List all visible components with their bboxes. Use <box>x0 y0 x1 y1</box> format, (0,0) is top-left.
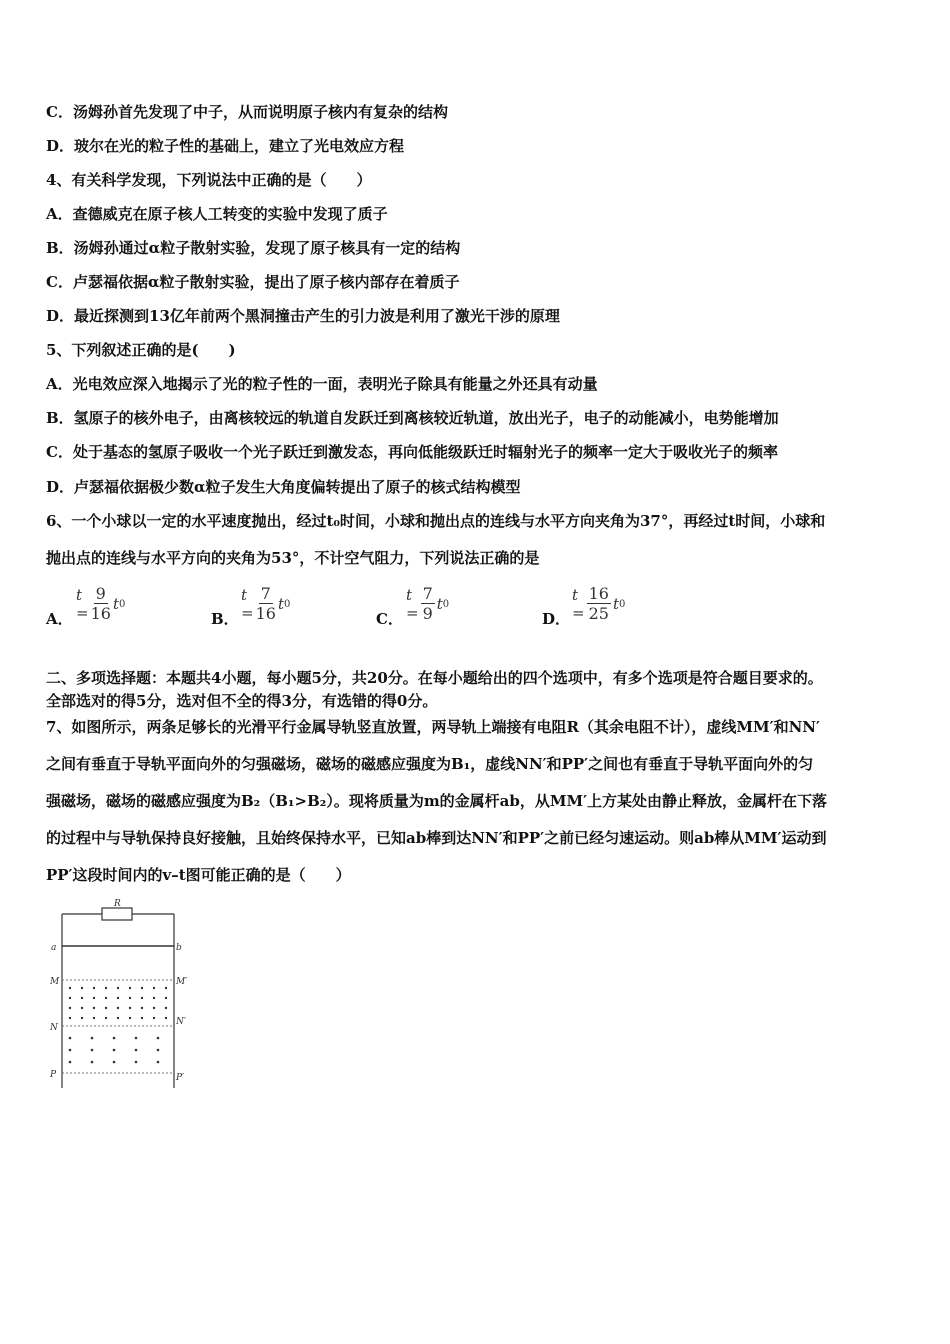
q7-stem-line4: 的过程中与导轨保持良好接触，且始终保持水平，已知ab棒到达NN′和PP′之前已经匀速运动。则ab棒从MM′运动到 <box>46 829 827 847</box>
q6-stem-line2: 抛出点的连线与水平方向的夹角为53°，不计空气阻力，下列说法正确的是 <box>46 549 540 567</box>
fraction-numerator: 16 <box>588 583 609 603</box>
formula-variable: t <box>277 595 284 613</box>
option-formula <box>76 582 125 626</box>
option-label: A． <box>46 610 73 628</box>
rail-diagram-svg <box>48 898 198 1093</box>
q6-options <box>46 582 746 632</box>
q5-option-a: A．光电效应深入地揭示了光的粒子性的一面，表明光子除具有能量之外还具有动量 <box>46 375 598 393</box>
option-label: C． <box>376 610 403 628</box>
label-p-prime: P′ <box>176 1073 185 1083</box>
field-b2-dots <box>69 1037 160 1064</box>
formula-variable: t <box>612 595 619 613</box>
label-n: N <box>50 1023 58 1033</box>
label-n-prime: N′ <box>176 1017 186 1027</box>
fraction-denominator: 25 <box>588 603 609 623</box>
field-b1-dots <box>69 987 167 1019</box>
formula-lhs: t = <box>241 586 254 622</box>
label-a: a <box>51 943 57 953</box>
label-p: P <box>50 1070 57 1080</box>
q5-option-d: D．卢瑟福依据极少数α粒子发生大角度偏转提出了原子的核式结构模型 <box>46 478 521 496</box>
q7-stem-line2: 之间有垂直于导轨平面向外的匀强磁场，磁场的磁感应强度为B₁，虚线NN′和PP′之间也有垂直于导轨平面向外的匀 <box>46 755 814 773</box>
option-formula <box>406 582 449 626</box>
section2-heading-line1: 二、多项选择题：本题共4小题，每小题5分，共20分。在每小题给出的四个选项中，有多个选项是符合题目要求的。 <box>46 669 823 687</box>
label-m: M <box>50 977 60 987</box>
fraction <box>256 585 276 624</box>
q4-option-d: D．最近探测到13亿年前两个黑洞撞击产生的引力波是利用了激光干涉的原理 <box>46 307 560 325</box>
label-m-prime: M′ <box>176 977 188 987</box>
q5-option-b: B．氢原子的核外电子，由离核较远的轨道自发跃迁到离核较近轨道，放出光子，电子的动能减小，电势能增加 <box>46 409 779 427</box>
option-label: B． <box>211 610 239 628</box>
q5-stem: 5、下列叙述正确的是( ) <box>46 341 236 359</box>
resistor-label: R <box>114 899 121 909</box>
formula-lhs: t = <box>572 586 585 622</box>
q4-option-c: C．卢瑟福依据α粒子散射实验，提出了原子核内部存在着质子 <box>46 273 460 291</box>
resistor <box>102 908 132 920</box>
q4-option-a: A．查德威克在原子核人工转变的实验中发现了质子 <box>46 205 388 223</box>
fraction-numerator: 9 <box>95 583 106 603</box>
fraction-numerator: 7 <box>260 583 271 603</box>
fraction-denominator: 9 <box>422 603 433 623</box>
fraction-denominator: 16 <box>255 603 276 623</box>
section2-heading-line2: 全部选对的得5分，选对但不全的得3分，有选错的得0分。 <box>46 692 438 710</box>
option-label: D． <box>542 610 571 628</box>
q3-option-d: D．玻尔在光的粒子性的基础上，建立了光电效应方程 <box>46 137 405 155</box>
formula-subscript: 0 <box>118 598 126 610</box>
option-formula <box>572 582 625 626</box>
formula-subscript: 0 <box>442 598 450 610</box>
q6-stem-line1: 6、一个小球以一定的水平速度抛出，经过t₀时间，小球和抛出点的连线与水平方向夹角为37°，再经过t时间，小球和 <box>46 512 826 530</box>
formula-subscript: 0 <box>283 598 291 610</box>
q7-stem-line5: PP′这段时间内的v–t图可能正确的是（ ） <box>46 866 351 884</box>
formula-subscript: 0 <box>618 598 626 610</box>
fraction-numerator: 7 <box>422 583 433 603</box>
q3-option-c: C．汤姆孙首先发现了中子，从而说明原子核内有复杂的结构 <box>46 103 448 121</box>
q7-stem-line1: 7、如图所示，两条足够长的光滑平行金属导轨竖直放置，两导轨上端接有电阻R（其余电阻不计），虚线MM′和NN′ <box>46 718 820 736</box>
rail-field-diagram <box>48 898 198 1093</box>
q7-stem-line3: 强磁场，磁场的磁感应强度为B₂（B₁>B₂）。现将质量为m的金属杆ab，从MM′上方某处由静止释放，金属杆在下落 <box>46 792 828 810</box>
formula-lhs: t = <box>406 586 419 622</box>
label-b: b <box>176 943 182 953</box>
q4-option-b: B．汤姆孙通过α粒子散射实验，发现了原子核具有一定的结构 <box>46 239 461 257</box>
fraction <box>421 585 435 624</box>
formula-variable: t <box>436 595 443 613</box>
q4-stem: 4、有关科学发现，下列说法中正确的是（ ） <box>46 171 372 189</box>
q5-option-c: C．处于基态的氢原子吸收一个光子跃迁到激发态，再向低能级跃迁时辐射光子的频率一定大于吸收光子的频率 <box>46 443 778 461</box>
fraction <box>587 585 611 624</box>
formula-lhs: t = <box>76 586 89 622</box>
fraction <box>91 585 111 624</box>
formula-variable: t <box>112 595 119 613</box>
fraction-denominator: 16 <box>90 603 111 623</box>
option-formula <box>241 582 290 626</box>
